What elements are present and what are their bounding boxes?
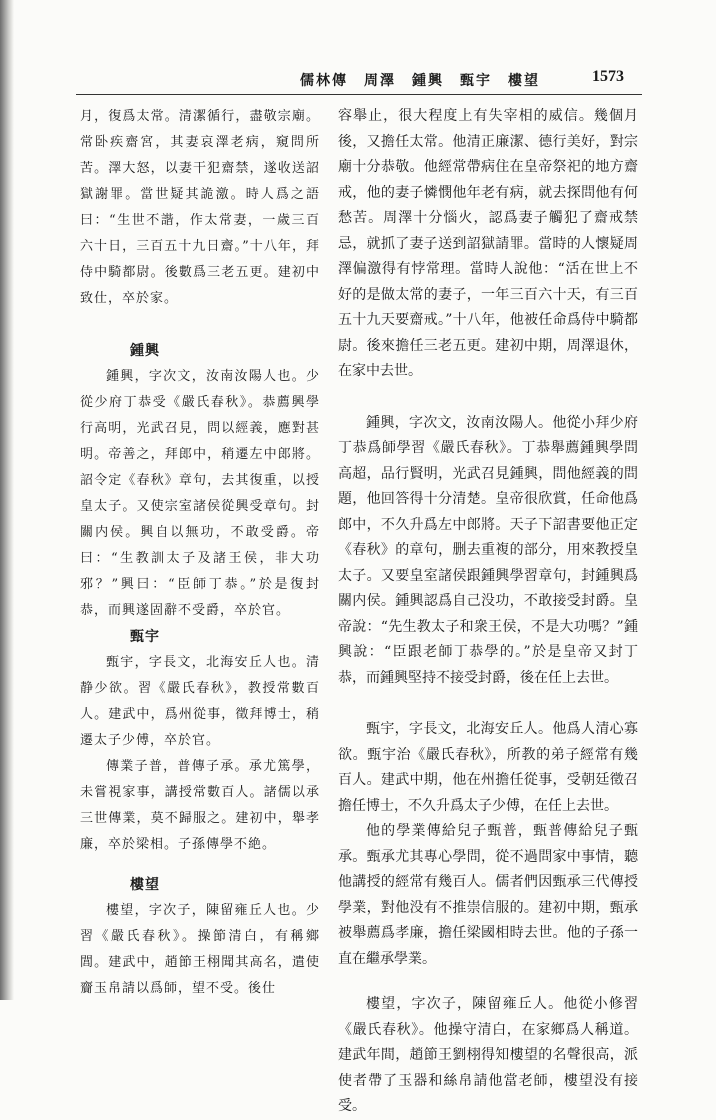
zhong-xing-classical-text: 鍾興，字次文，汝南汝陽人也。少從少府丁恭受《嚴氏春秋》。恭薦興學行高明，光武召見，問以經義，應對甚明。帝善之，拜郎中，稍遷左中郎將。詔令定《春秋》章句，去其復重，以授皇太子。又使宗室諸侯從興受章句。封關内侯。興自以無功，不敢受爵。帝曰：“生教訓太子及諸王侯，非大功邪？”興曰：“臣師丁恭。”於是復封恭，而興遂固辭不受爵，卒於官。 bbox=[80, 369, 320, 618]
page-number: 1573 bbox=[592, 68, 624, 85]
section-zhen-yu-classical bbox=[80, 624, 320, 858]
classical-text-column bbox=[80, 104, 320, 1002]
zhen-yu-classical-text: 甄宇，字長文，北海安丘人也。清静少欲。習《嚴氏春秋》，教授常數百人。建武中，爲州從事，徵拜博士，稍遷太子少傅，卒於官。 bbox=[80, 655, 320, 748]
section-zhong-xing-classical bbox=[80, 338, 320, 624]
section-heading-zhen-yu: 甄宇 bbox=[130, 629, 160, 645]
section-heading-zhong-xing: 鍾興 bbox=[130, 343, 160, 359]
zhen-yu-lineage-translation: 他的學業傳給兒子甄普，甄普傳給兒子甄承。甄承尤其專心學問，從不過問家中事情，聽他講授的經常有幾百人。儒者們因甄承三代傳授學業，對他没有不推崇信服的。建初中期，甄承被舉薦爲孝廉，擔任梁國相時去世。他的子孫一直在繼承學業。 bbox=[338, 823, 638, 967]
page-header bbox=[0, 68, 716, 92]
header-rule bbox=[76, 94, 642, 95]
lou-wang-translation: 樓望，字次子，陳留雍丘人。他從小修習《嚴氏春秋》。他操守清白，在家鄉爲人稱道。建武年間，趙節王劉栩得知樓望的名聲很高，派使者帶了玉器和絲帛請他當老師，樓望没有接受。 bbox=[338, 996, 638, 1114]
page-gutter-shadow bbox=[0, 0, 14, 1000]
zhou-ze-translation-continuation: 容舉止，很大程度上有失宰相的威信。幾個月後，又擔任太常。他清正廉潔、德行美好，對宗廟十分恭敬。他經常帶病住在皇帝祭祀的地方齋戒，他的妻子憐憫他年老有病，就去探問他有何愁苦。周澤十分惱火，認爲妻子觸犯了齋戒禁忌，就抓了妻子送到詔獄請罪。當時的人懷疑周澤偏激得有悖常理。當時人說他：“活在世上不好的是做太常的妻子，一年三百六十天，有三百五十九天要齋戒。”十八年，他被任命爲侍中騎都尉。後來擔任三老五更。建初中期，周澤退休，在家中去世。 bbox=[338, 108, 638, 379]
lou-wang-classical-text: 樓望，字次子，陳留雍丘人也。少習《嚴氏春秋》。操節清白，有稱鄉閭。建武中，趙節王栩聞其高名，遣使齎玉帛請以爲師，望不受。後仕 bbox=[80, 903, 320, 996]
modern-translation-column bbox=[338, 104, 638, 1120]
zhen-yu-translation: 甄宇，字長文，北海安丘人。他爲人清心寡欲。甄宇治《嚴氏春秋》，所教的弟子經常有幾百人。建武中期，他在州擔任從事，受朝廷徵召擔任博士，不久升爲太子少傅，在任上去世。 bbox=[338, 721, 638, 814]
section-heading-lou-wang: 樓望 bbox=[130, 877, 160, 893]
zhen-yu-lineage-classical-text: 傳業子普，普傳子承。承尤篤學，未嘗視家事，講授常數百人。諸儒以承三世傳業，莫不歸服之。建初中，舉孝廉，卒於梁相。子孫傳學不絶。 bbox=[80, 759, 320, 852]
running-title: 儒林傳 周澤 鍾興 甄宇 樓望 bbox=[300, 73, 540, 89]
section-lou-wang-classical bbox=[80, 872, 320, 1002]
zhou-ze-classical-continuation: 月，復爲太常。清潔循行，盡敬宗廟。常卧疾齋宮，其妻哀澤老病，窺問所苦。澤大怒，以妻干犯齋禁，遂收送詔獄謝罪。當世疑其詭激。時人爲之語曰：“生世不諧，作太常妻，一歲三百六十日，三百五十九日齋。”十八年，拜侍中騎都尉。後數爲三老五更。建初中致仕，卒於家。 bbox=[80, 109, 320, 306]
zhong-xing-translation: 鍾興，字次文，汝南汝陽人。他從小拜少府丁恭爲師學習《嚴氏春秋》。丁恭舉薦鍾興學問高超，品行賢明，光武召見鍾興，問他經義的問題，他回答得十分清楚。皇帝很欣賞，任命他爲郎中，不久升爲左中郎將。天子下詔書要他正定《春秋》的章句，删去重複的部分，用來教授皇太子。又要皇室諸侯跟鍾興學習章句，封鍾興爲關内侯。鍾興認爲自己没功，不敢接受封爵。皇帝說：“先生教太子和衆王侯，不是大功嗎？”鍾興說：“臣跟老師丁恭學的。”於是皇帝又封丁恭，而鍾興堅持不接受封爵，後在任上去世。 bbox=[338, 414, 638, 686]
